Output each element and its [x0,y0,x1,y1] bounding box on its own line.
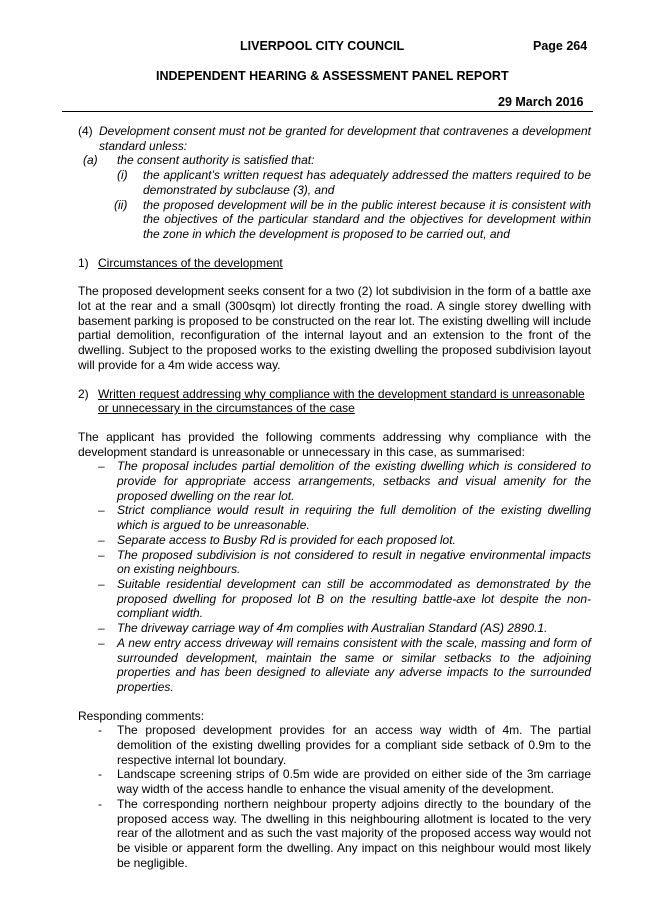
document-body [78,124,591,870]
list-marker: - [98,767,102,782]
clause-4a-text: the consent authority is satisfied that: [117,153,315,168]
list-item-text: Suitable residential development can still be accommodated as demonstrated by the proposed dwelling for proposed lot B on the resulting battle-axe lot despite the non-compliant width. [117,576,591,621]
list-marker: – [98,532,105,547]
clause-4a-i-number: (i) [117,168,128,183]
list-item-text: The proposed development provides for an access way width of 4m. The partial demolition of the existing dwelling provides for a compliant side setback of 0.9m to the respective internal lot boundary. [117,723,591,767]
list-item-text: Separate access to Busby Rd is provided for each proposed lot. [117,532,456,547]
section-1-number: 1) [78,255,89,270]
clause-4a-ii [78,198,591,242]
clause-4 [78,124,591,153]
section-1-heading: Circumstances of the development [98,255,283,270]
list-item [78,797,591,871]
section-2-number: 2) [78,386,89,401]
clause-4a-number: (a) [83,153,98,168]
list-item-text: Landscape screening strips of 0.5m wide are provided on either side of the 3m carriage way width of the access handle to enhance the visual amenity of the development. [117,767,591,797]
list-item [78,459,591,503]
list-item-text: A new entry access driveway will remains consistent with the scale, massing and form of surrounded development, maintain the same or similar setbacks to the adjoining properties and has been designed to alleviate any adverse impacts to the surrounded properties. [117,635,591,694]
list-marker: – [98,621,105,636]
section-1-heading-row [78,256,591,271]
list-marker: – [98,459,105,474]
list-item-text: The proposal includes partial demolition of the existing dwelling which is considered to provide for appropriate access arrangements, setbacks and visual amenity for the proposed dwelling on the rear lot. [117,459,591,503]
responding-heading: Responding comments: [78,708,205,723]
list-item [78,636,591,695]
section-1-body: The proposed development seeks consent for a two (2) lot subdivision in the form of a battle axe lot at the rear and a small (300sqm) lot directly fronting the road. A single storey dwelling with basement parking is proposed to be constructed on the rear lot. The existing dwelling will include partial demolition, reconfiguration of the internal layout and an extension to the front of the dwelling. Subject to the proposed works to the existing dwelling the proposed subdivision layout will provide for a 4m wide access way. [78,284,591,372]
section-2-intro: The applicant has provided the following comments addressing why compliance with the development standard is unreasonable or unnecessary in this case, as summarised: [78,429,591,459]
list-item-text: The proposed subdivision is not considered to result in negative environmental impacts on existing neighbours. [117,547,591,577]
clause-4-number: (4) [78,124,93,138]
list-item [78,767,591,796]
clause-4a-i [78,168,591,197]
list-item [78,548,591,577]
clause-4a-ii-text: the proposed development will be in the public interest because it is consistent with the objectives of the particular standard and the objectives for development within the zone in which the development is proposed to be carried out, and [143,197,591,241]
list-marker: – [98,576,105,591]
list-item [78,503,591,532]
list-marker: – [98,635,105,650]
clause-4a [78,153,591,168]
list-item [78,533,591,548]
council-name: LIVERPOOL CITY COUNCIL [240,39,405,53]
report-date: 29 March 2016 [498,95,584,109]
section-2-heading: Written request addressing why compliance with the development standard is unreasonable or unnecessary in the circumstances of the case [98,386,585,416]
header-rule [62,111,593,112]
list-item [78,723,591,767]
list-item-text: Strict compliance would result in requiring the full demolition of the existing dwelling which is argued to be unreasonable. [117,503,591,533]
list-item [78,621,591,636]
list-marker: - [98,723,102,738]
list-marker: - [98,796,102,811]
list-item-text: The corresponding northern neighbour property adjoins directly to the boundary of the proposed access way. The dwelling in this neighbouring allotment is located to the very rear of the allotment and as such the vast majority of the proposed access way would not be visible or apparent form the dwelling. Any impact on this neighbour would most likely be negligible. [117,796,591,870]
page-number: Page 264 [533,39,588,53]
report-title: INDEPENDENT HEARING & ASSESSMENT PANEL REPORT [156,69,509,83]
list-item-text: The driveway carriage way of 4m complies with Australian Standard (AS) 2890.1. [117,621,548,636]
list-marker: – [98,503,105,518]
section-2-heading-row [78,387,591,416]
list-item [78,577,591,621]
responding-comments-list [78,723,591,870]
clause-4-text: Development consent must not be granted for development that contravenes a development standard unless: [99,124,591,153]
applicant-comments-list [78,459,591,694]
clause-4a-ii-number: (ii) [114,197,128,212]
clause-4a-i-text: the applicant’s written request has adequately addressed the matters required to be demonstrated by subclause (3), and [143,168,591,197]
list-marker: – [98,547,105,562]
